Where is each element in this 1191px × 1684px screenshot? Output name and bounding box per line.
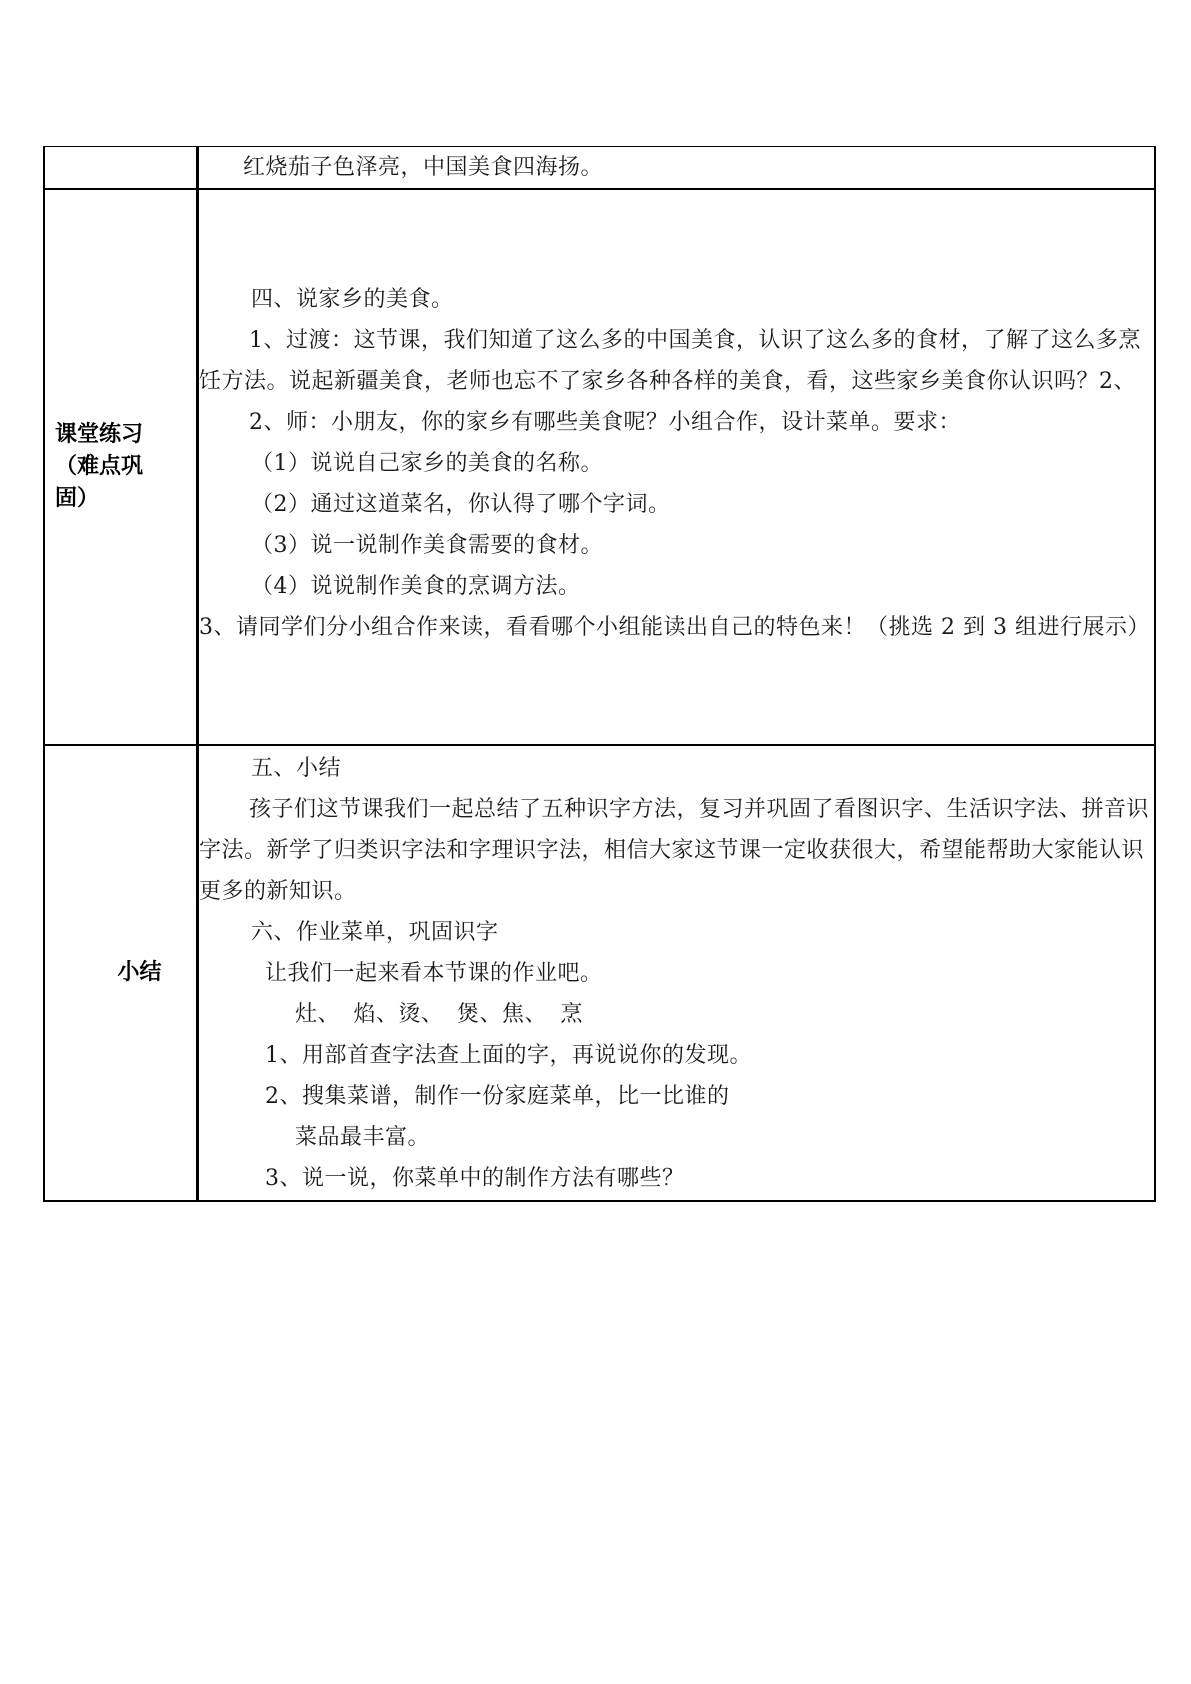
summary-block (199, 748, 1154, 1199)
row-top-label-cell (44, 147, 198, 190)
summary-label: 小结 (117, 960, 162, 985)
requirement-item-4: （4）说说制作美食的烹调方法。 (251, 573, 581, 599)
practice-label-cell (44, 189, 198, 745)
section-five-heading: 五、小结 (251, 755, 342, 781)
practice-label: 课堂练习（难点巩固） (55, 422, 144, 511)
table-row-summary (44, 745, 1155, 1201)
practice-step-group-reading: 3、请同学们分小组合作来读，看看哪个小组能读出自己的特色来！（挑选 2 到 3 组进行展示） (199, 614, 1150, 640)
table-row-top (44, 147, 1155, 190)
homework-item-3: 3、说一说，你菜单中的制作方法有哪些？ (265, 1165, 685, 1191)
practice-step-transition: 1、过渡：这节课，我们知道了这么多的中国美食，认识了这么多的食材，了解了这么多烹饪方法。说起新疆美食，老师也忘不了家乡各种各样的美食，看，这些家乡美食你认识吗？2、 (199, 327, 1142, 394)
homework-characters: 灶、 焰、烫、 煲、焦、 烹 (295, 1001, 583, 1027)
homework-intro: 让我们一起来看本节课的作业吧。 (265, 960, 603, 986)
requirement-item-1: （1）说说自己家乡的美食的名称。 (251, 450, 603, 476)
summary-label-cell (44, 745, 198, 1201)
homework-item-2: 2、搜集菜谱，制作一份家庭菜单，比一比谁的 (265, 1083, 730, 1109)
dish-couplet-line: 红烧茄子色泽亮，中国美食四海扬。 (243, 155, 604, 180)
summary-paragraph: 孩子们这节课我们一起总结了五种识字方法，复习并巩固了看图识字、生活识字法、拼音识字法。新学了归类识字法和字理识字法，相信大家这节课一定收获很大，希望能帮助大家能认识更多的新知识。 (199, 796, 1150, 904)
requirement-item-2: （2）通过这道菜名，你认得了哪个字词。 (251, 491, 671, 517)
requirement-item-3: （3）说一说制作美食需要的食材。 (251, 532, 603, 558)
practice-step-teacher: 2、师：小朋友，你的家乡有哪些美食呢？小组合作，设计菜单。要求： (249, 409, 961, 435)
row-top-content-cell (198, 147, 1156, 190)
homework-item-1: 1、用部首查字法查上面的字，再说说你的发现。 (265, 1042, 752, 1068)
lesson-plan-table (43, 146, 1156, 1202)
practice-content-cell (198, 189, 1156, 745)
section-six-heading: 六、作业菜单，巩固识字 (251, 919, 499, 945)
practice-block (199, 247, 1154, 688)
section-four-heading: 四、说家乡的美食。 (251, 286, 454, 312)
homework-item-2-continued: 菜品最丰富。 (295, 1124, 431, 1150)
table-row-practice (44, 189, 1155, 745)
summary-content-cell (198, 745, 1156, 1201)
